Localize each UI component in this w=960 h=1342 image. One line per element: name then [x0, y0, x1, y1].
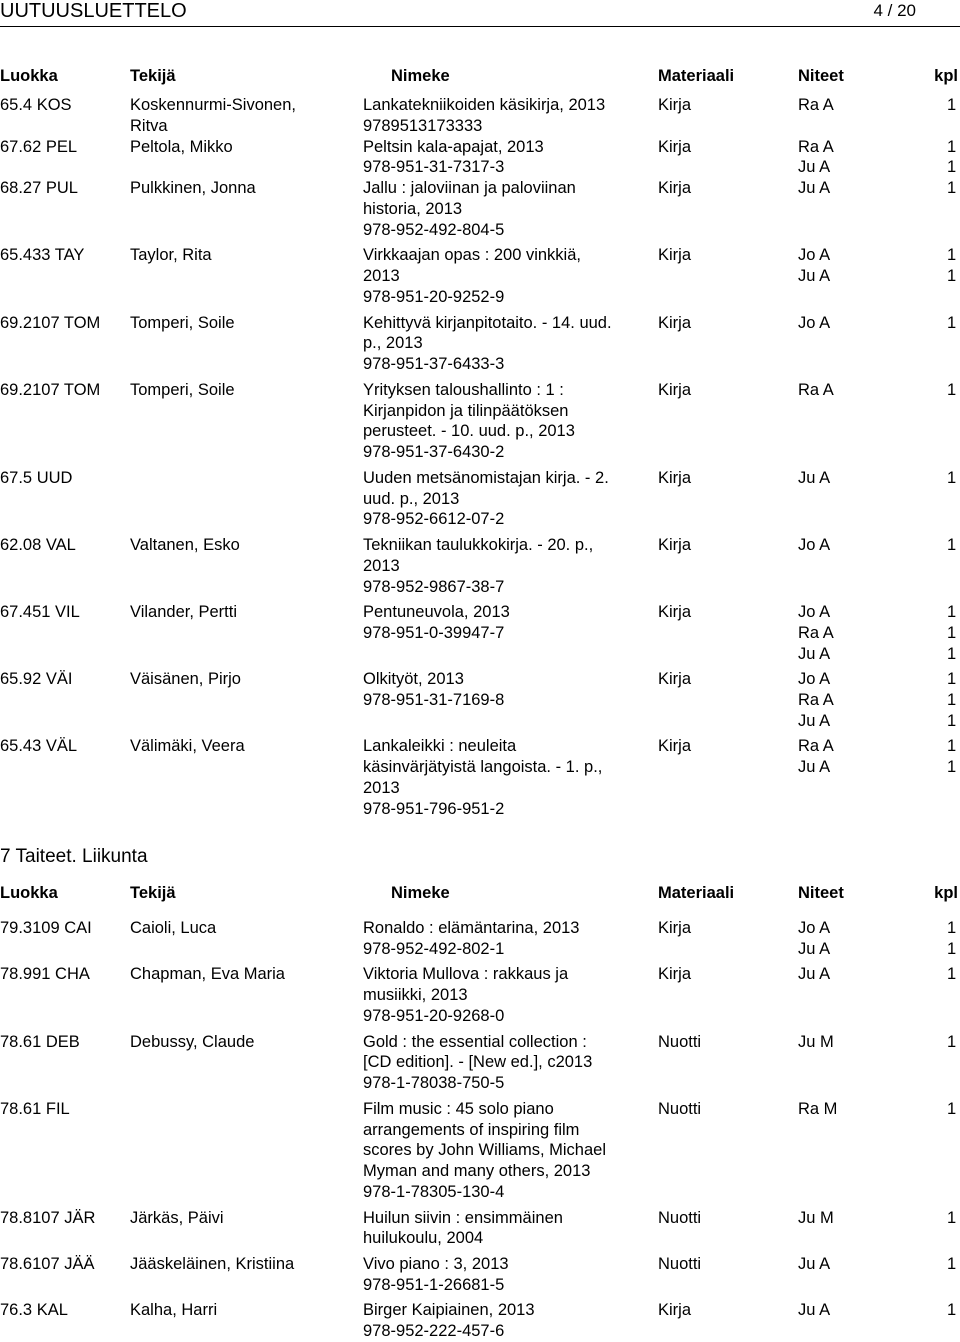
table-row [0, 711, 960, 732]
location: Jo A [798, 603, 831, 622]
class-code: 65.4 KOS [0, 96, 72, 114]
table-row [0, 669, 960, 690]
author: Väisänen, Pirjo [130, 670, 241, 689]
title: 978-1-78305-130-4 [363, 1182, 505, 1201]
column-header-luokka: Luokka [0, 884, 58, 902]
material-type: Nuotti [658, 1099, 702, 1118]
table-row [0, 690, 960, 711]
title: perusteet. - 10. uud. p., 2013 [363, 422, 575, 441]
author: Välimäki, Veera [130, 737, 245, 756]
location: Jo A [798, 670, 831, 689]
class-code: 65.92 VÄI [0, 670, 73, 689]
title: arrangements of inspiring film [363, 1120, 580, 1139]
table-row [0, 354, 960, 375]
author: Kalha, Harri [130, 1301, 218, 1320]
title: 978-951-37-6430-2 [363, 443, 505, 462]
copy-count: 1 [947, 380, 957, 399]
table-header-section-1 [0, 66, 960, 88]
title: 978-951-1-26681-5 [363, 1275, 505, 1294]
column-header-luokka: Luokka [0, 67, 58, 85]
table-row [0, 489, 960, 510]
table-row [0, 1208, 960, 1229]
title: 978-951-0-39947-7 [363, 623, 505, 642]
author: Järkäs, Päivi [130, 1208, 224, 1227]
copy-count: 1 [947, 711, 957, 730]
class-code: 67.5 UUD [0, 468, 73, 487]
copy-count: 1 [947, 670, 957, 689]
table-row [0, 157, 960, 178]
class-code: 65.433 TAY [0, 246, 85, 265]
table-row [0, 333, 960, 354]
table-row [0, 1254, 960, 1275]
title: Virkkaajan opas : 200 vinkkiä, [363, 246, 581, 265]
table-row [0, 1228, 960, 1249]
catalog-list-section-2 [0, 918, 960, 1342]
author: Debussy, Claude [130, 1032, 255, 1051]
copy-count: 1 [947, 623, 957, 642]
title: 2013 [363, 779, 400, 798]
table-row [0, 577, 960, 598]
copy-count: 1 [947, 1301, 957, 1320]
table-row [0, 644, 960, 665]
location: Jo A [798, 246, 831, 265]
class-code: 68.27 PUL [0, 179, 78, 198]
author: Peltola, Mikko [130, 137, 233, 156]
location: Jo A [798, 535, 831, 554]
material-type: Kirja [658, 179, 692, 198]
title: historia, 2013 [363, 199, 463, 218]
title: [CD edition]. - [New ed.], c2013 [363, 1053, 593, 1072]
title: Yrityksen taloushallinto : 1 : [363, 380, 564, 399]
location: Jo A [798, 919, 831, 937]
title: Kehittyvä kirjanpitotaito. - 14. uud. [363, 313, 612, 332]
class-code: 78.6107 JÄÄ [0, 1254, 95, 1273]
author: Ritva [130, 116, 168, 135]
table-row [0, 799, 960, 820]
location: Ju A [798, 179, 831, 198]
table-row [0, 509, 960, 530]
author: Valtanen, Esko [130, 535, 240, 554]
title: uud. p., 2013 [363, 489, 460, 508]
title: käsinvärjätyistä langoista. - 1. p., [363, 758, 603, 777]
copy-count: 1 [947, 1254, 957, 1273]
table-header-section-2 [0, 883, 960, 905]
material-type: Kirja [658, 137, 692, 156]
material-type: Kirja [658, 313, 692, 332]
author: Chapman, Eva Maria [130, 965, 285, 984]
material-type: Nuotti [658, 1208, 702, 1227]
class-code: 62.08 VAL [0, 535, 76, 554]
title: 978-951-37-6433-3 [363, 355, 505, 374]
title: Olkityöt, 2013 [363, 670, 464, 689]
material-type: Kirja [658, 670, 692, 689]
class-code: 69.2107 TOM [0, 380, 101, 399]
table-row [0, 95, 960, 116]
copy-count: 1 [947, 96, 957, 114]
document-title: UUTUUSLUETTELO [0, 0, 187, 22]
copy-count: 1 [947, 737, 957, 756]
table-row [0, 778, 960, 799]
column-header-tekija: Tekijä [130, 884, 176, 902]
table-row [0, 1275, 960, 1296]
column-header-kpl: kpl [934, 67, 958, 85]
column-header-materiaali: Materiaali [658, 884, 735, 902]
title: 978-951-796-951-2 [363, 799, 505, 818]
title: Vivo piano : 3, 2013 [363, 1254, 509, 1273]
copy-count: 1 [947, 313, 957, 332]
title: huilukoulu, 2004 [363, 1229, 484, 1248]
location: Jo A [798, 313, 831, 332]
location: Ra A [798, 96, 834, 114]
table-row [0, 1073, 960, 1094]
class-code: 67.62 PEL [0, 137, 78, 156]
author: Koskennurmi-Sivonen, [130, 96, 296, 114]
title: Viktoria Mullova : rakkaus ja [363, 965, 569, 984]
location: Ju M [798, 1032, 834, 1051]
title: Peltsin kala-apajat, 2013 [363, 137, 544, 156]
copy-count: 1 [947, 939, 957, 958]
author: Taylor, Rita [130, 246, 212, 265]
table-row [0, 1032, 960, 1053]
table-row [0, 380, 960, 401]
title: scores by John Williams, Michael [363, 1141, 606, 1160]
location: Ju M [798, 1208, 834, 1227]
title: 978-951-31-7169-8 [363, 691, 505, 710]
title: 978-951-31-7317-3 [363, 158, 505, 177]
table-row [0, 556, 960, 577]
copy-count: 1 [947, 158, 957, 177]
class-code: 78.8107 JÄR [0, 1208, 96, 1227]
table-row [0, 1120, 960, 1141]
table-row [0, 1099, 960, 1120]
table-row [0, 245, 960, 266]
table-row [0, 602, 960, 623]
author: Tomperi, Soile [130, 313, 235, 332]
copy-count: 1 [947, 1032, 957, 1051]
author: Tomperi, Soile [130, 380, 235, 399]
table-row [0, 1182, 960, 1203]
copy-count: 1 [947, 603, 957, 622]
material-type: Kirja [658, 96, 692, 114]
table-row [0, 442, 960, 463]
column-header-kpl: kpl [934, 884, 958, 902]
table-row [0, 1052, 960, 1073]
column-header-niteet: Niteet [798, 67, 844, 85]
copy-count: 1 [947, 691, 957, 710]
table-row [0, 1140, 960, 1161]
location: Ra A [798, 137, 834, 156]
location: Ju A [798, 158, 831, 177]
title: Ronaldo : elämäntarina, 2013 [363, 919, 580, 937]
location: Ju A [798, 468, 831, 487]
title: Jallu : jaloviinan ja paloviinan [363, 179, 576, 198]
class-code: 76.3 KAL [0, 1301, 68, 1320]
copy-count: 1 [947, 179, 957, 198]
table-row [0, 421, 960, 442]
title: 978-952-9867-38-7 [363, 577, 505, 596]
location: Ju A [798, 267, 831, 286]
location: Ju A [798, 939, 831, 958]
copy-count: 1 [947, 137, 957, 156]
table-row [0, 1161, 960, 1182]
table-row [0, 287, 960, 308]
class-code: 69.2107 TOM [0, 313, 101, 332]
location: Ju A [798, 1301, 831, 1320]
title: 978-951-20-9252-9 [363, 287, 505, 306]
location: Ra A [798, 623, 834, 642]
column-header-nimeke: Nimeke [391, 884, 450, 902]
location: Ra A [798, 380, 834, 399]
title: Tekniikan taulukkokirja. - 20. p., [363, 535, 594, 554]
title: Kirjanpidon ja tilinpäätöksen [363, 401, 569, 420]
catalog-list-section-1 [0, 95, 960, 820]
table-row [0, 939, 960, 960]
class-code: 67.451 VIL [0, 603, 80, 622]
location: Ju A [798, 644, 831, 663]
material-type: Nuotti [658, 1254, 702, 1273]
title: 2013 [363, 556, 400, 575]
author: Jääskeläinen, Kristiina [130, 1254, 295, 1273]
class-code: 78.61 DEB [0, 1032, 80, 1051]
copy-count: 1 [947, 1208, 957, 1227]
title: Birger Kaipiainen, 2013 [363, 1301, 535, 1320]
table-row [0, 985, 960, 1006]
location: Ju A [798, 1254, 831, 1273]
table-row [0, 918, 960, 939]
material-type: Kirja [658, 535, 692, 554]
material-type: Kirja [658, 603, 692, 622]
material-type: Kirja [658, 380, 692, 399]
location: Ra A [798, 691, 834, 710]
location: Ra M [798, 1099, 838, 1118]
class-code: 78.61 FIL [0, 1099, 70, 1118]
table-row [0, 1321, 960, 1342]
material-type: Kirja [658, 468, 692, 487]
material-type: Kirja [658, 246, 692, 265]
title: Gold : the essential collection : [363, 1032, 587, 1051]
author: Pulkkinen, Jonna [130, 179, 256, 198]
title: 978-952-492-802-1 [363, 939, 505, 958]
column-header-niteet: Niteet [798, 884, 844, 902]
class-code: 65.43 VÄL [0, 737, 78, 756]
author: Vilander, Pertti [130, 603, 238, 622]
title: Myman and many others, 2013 [363, 1162, 591, 1181]
title: Pentuneuvola, 2013 [363, 603, 510, 622]
table-row [0, 623, 960, 644]
section-title: 7 Taiteet. Liikunta [0, 846, 148, 867]
location: Ju A [798, 758, 831, 777]
table-row [0, 1006, 960, 1027]
table-row [0, 220, 960, 241]
table-row [0, 757, 960, 778]
table-row [0, 266, 960, 287]
copy-count: 1 [947, 644, 957, 663]
table-row [0, 199, 960, 220]
copy-count: 1 [947, 758, 957, 777]
column-header-tekija: Tekijä [130, 67, 176, 85]
title: 978-951-20-9268-0 [363, 1006, 505, 1025]
copy-count: 1 [947, 535, 957, 554]
table-row [0, 468, 960, 489]
copy-count: 1 [947, 1099, 957, 1118]
material-type: Kirja [658, 1301, 692, 1320]
table-row [0, 1300, 960, 1321]
title: p., 2013 [363, 334, 423, 353]
page-number: 4 / 20 [873, 1, 916, 20]
title: Huilun siivin : ensimmäinen [363, 1208, 563, 1227]
title: Lankaleikki : neuleita [363, 737, 517, 756]
title: 978-1-78038-750-5 [363, 1074, 505, 1093]
title: Lankatekniikoiden käsikirja, 2013 [363, 96, 606, 114]
title: 9789513173333 [363, 116, 483, 135]
title: Film music : 45 solo piano [363, 1099, 554, 1118]
location: Ju A [798, 965, 831, 984]
copy-count: 1 [947, 965, 957, 984]
author: Caioli, Luca [130, 919, 217, 937]
material-type: Kirja [658, 737, 692, 756]
material-type: Kirja [658, 919, 692, 937]
copy-count: 1 [947, 468, 957, 487]
class-code: 79.3109 CAI [0, 919, 92, 937]
title: Uuden metsänomistajan kirja. - 2. [363, 468, 609, 487]
title: 978-952-492-804-5 [363, 220, 505, 239]
table-row [0, 964, 960, 985]
copy-count: 1 [947, 267, 957, 286]
material-type: Nuotti [658, 1032, 702, 1051]
table-row [0, 736, 960, 757]
material-type: Kirja [658, 965, 692, 984]
column-header-materiaali: Materiaali [658, 67, 735, 85]
copy-count: 1 [947, 246, 957, 265]
title: 978-952-6612-07-2 [363, 510, 505, 529]
table-row [0, 401, 960, 422]
copy-count: 1 [947, 919, 957, 937]
class-code: 78.991 CHA [0, 965, 90, 984]
table-row [0, 313, 960, 334]
table-row [0, 137, 960, 158]
title: musiikki, 2013 [363, 986, 468, 1005]
header-rule [0, 26, 960, 27]
location: Ra A [798, 737, 834, 756]
title: 978-952-222-457-6 [363, 1322, 505, 1341]
page-header [0, 0, 960, 24]
table-row [0, 178, 960, 199]
column-header-nimeke: Nimeke [391, 67, 450, 85]
table-row [0, 116, 960, 137]
location: Ju A [798, 711, 831, 730]
title: 2013 [363, 267, 400, 286]
table-row [0, 535, 960, 556]
